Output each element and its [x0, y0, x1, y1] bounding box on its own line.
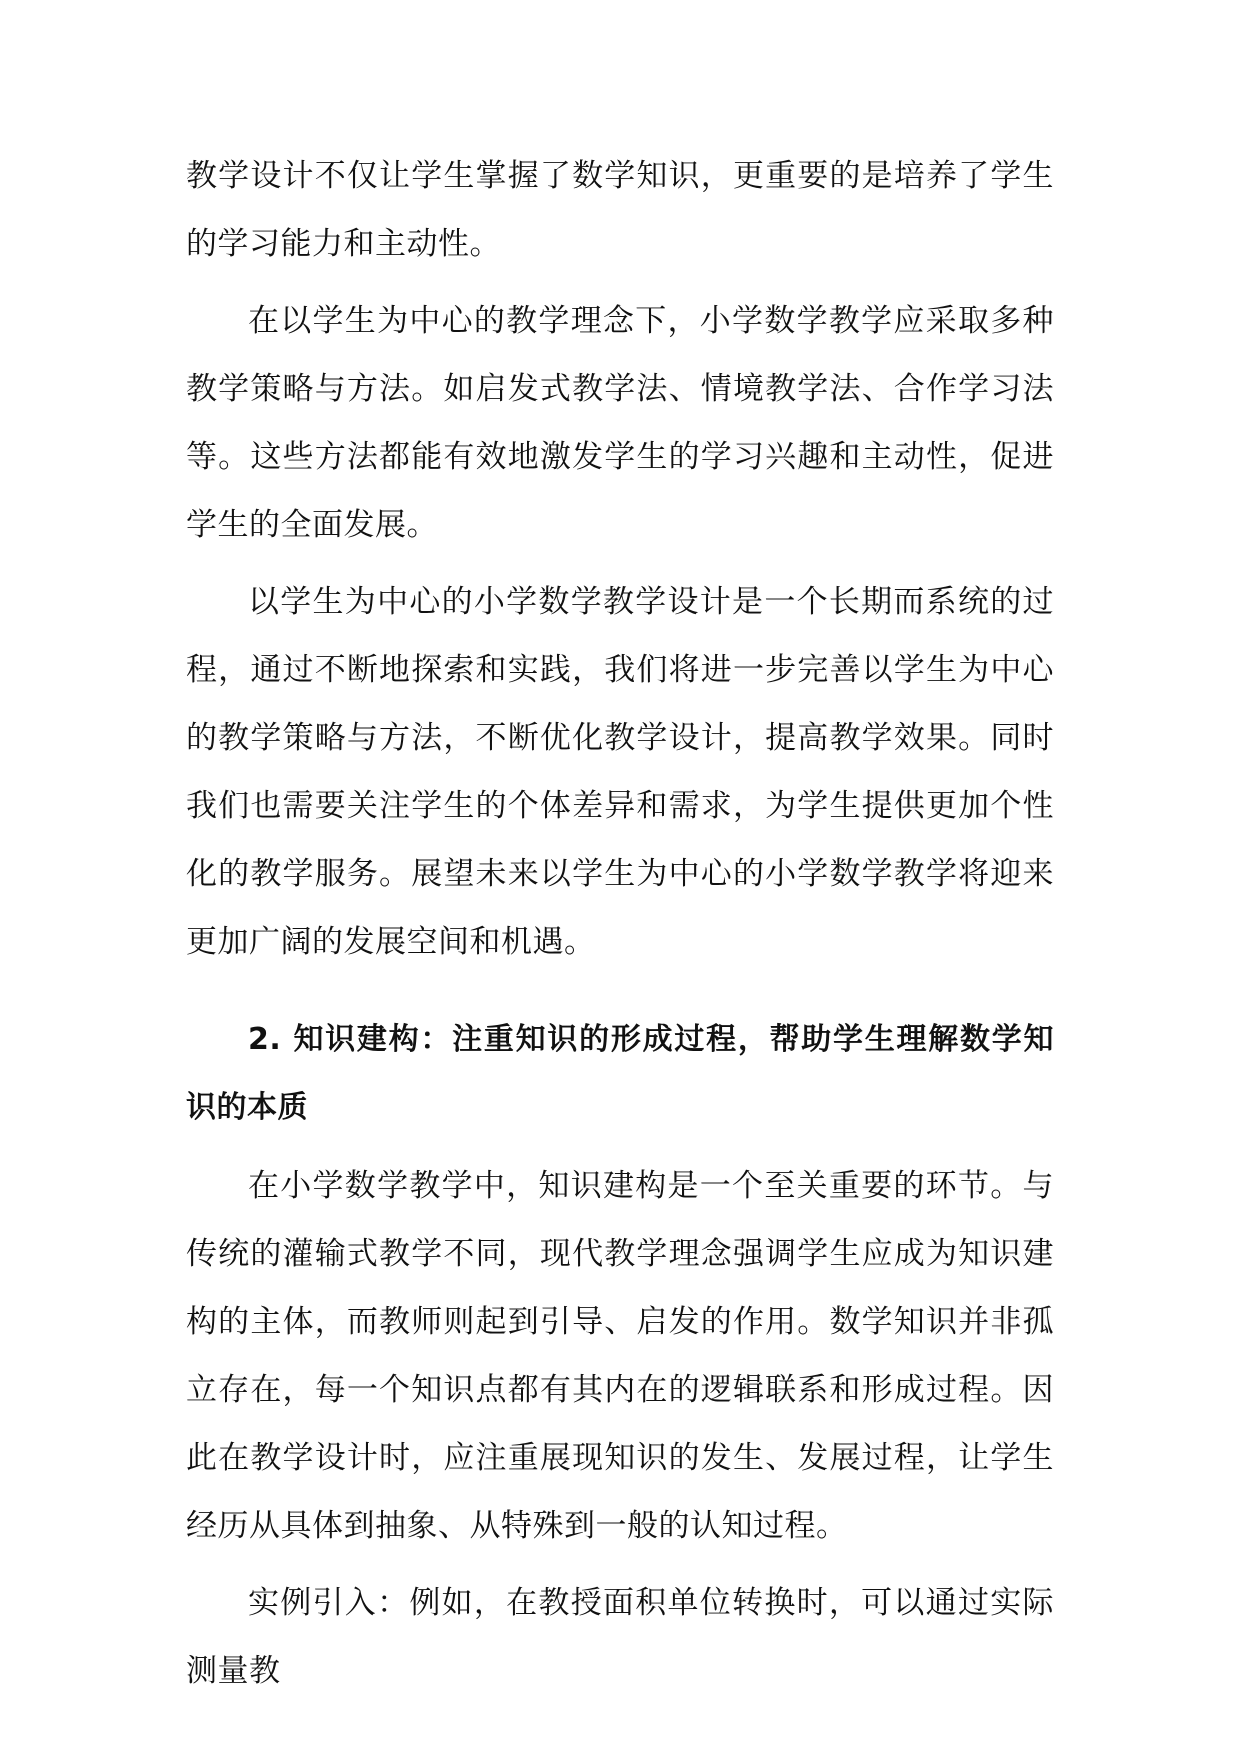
- paragraph-knowledge-construction: 在小学数学教学中，知识建构是一个至关重要的环节。与传统的灌输式教学不同，现代教学理念强调学生应成为知识建构的主体，而教师则起到引导、启发的作用。数学知识并非孤立存在，每一个知识点都有其内在的逻辑联系和形成过程。因此在教学设计时，应注重展现知识的发生、发展过程，让学生经历从具体到抽象、从特殊到一般的认知过程。: [186, 1168, 1054, 1544]
- paragraph-continuation: 教学设计不仅让学生掌握了数学知识，更重要的是培养了学生的学习能力和主动性。: [186, 158, 1054, 262]
- document-page: [186, 142, 1054, 1705]
- paragraph-long-term-process: 以学生为中心的小学数学教学设计是一个长期而系统的过程，通过不断地探索和实践，我们将进一步完善以学生为中心的教学策略与方法，不断优化教学设计，提高教学效果。同时我们也需要关注学生的个体差异和需求，为学生提供更加个性化的教学服务。展望未来以学生为中心的小学数学教学将迎来更加广阔的发展空间和机遇。: [186, 584, 1054, 960]
- paragraph-example-intro: 实例引入：例如，在教授面积单位转换时，可以通过实际测量教: [186, 1585, 1054, 1689]
- paragraph-teaching-strategies: 在以学生为中心的教学理念下，小学数学教学应采取多种教学策略与方法。如启发式教学法、情境教学法、合作学习法等。这些方法都能有效地激发学生的学习兴趣和主动性，促进学生的全面发展。: [186, 303, 1054, 543]
- section-heading: 2. 知识建构：注重知识的形成过程，帮助学生理解数学知识的本质: [186, 1022, 1054, 1125]
